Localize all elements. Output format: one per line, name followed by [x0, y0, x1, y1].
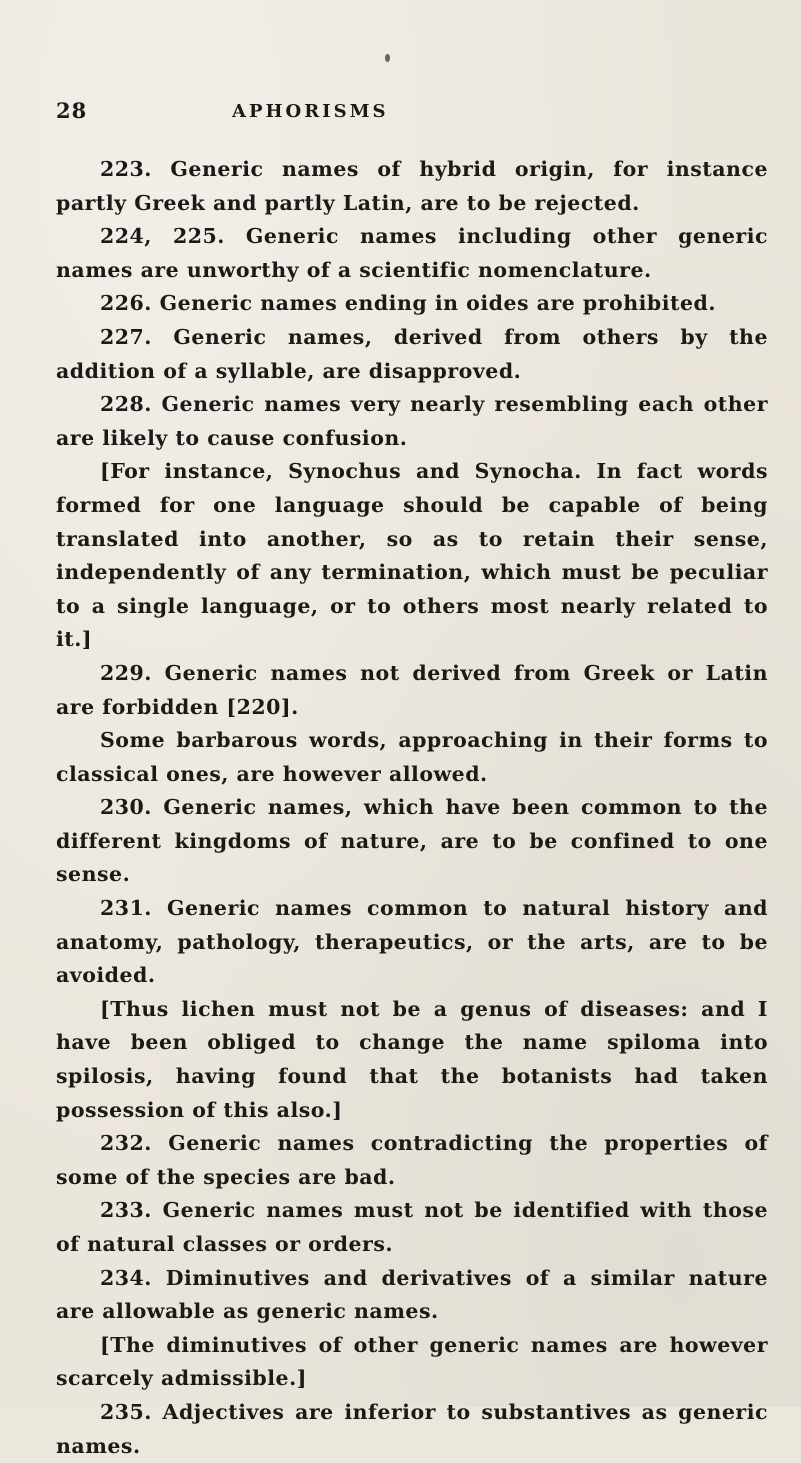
aphorism-229: 229. Generic names not derived from Greek or Latin are forbidden [220]. [56, 660, 768, 719]
note-229: Some barbarous words, approaching in their forms to classical ones, are however allowed. [56, 728, 768, 786]
aphorism-230: 230. Generic names, which have been common to the different kingdoms of nature, are to be confined to one sense. [56, 795, 768, 887]
aphorism-231: 231. Generic names common to natural history and anatomy, pathology, therapeutics, or the arts, are to be avoided. [56, 896, 768, 988]
note-234: [The diminutives of other generic names are however scarcely admissible.] [56, 1332, 768, 1391]
aphorism-234: 234. Diminutives and derivatives of a similar nature are allowable as generic names. [56, 1265, 768, 1324]
ink-speck [385, 54, 390, 62]
aphorism-228: 228. Generic names very nearly resembling each other are likely to cause confusion. [56, 392, 768, 450]
body-text [56, 153, 768, 1463]
running-head-title: APHORISMS [232, 101, 389, 122]
aphorism-226: 226. Generic names ending in oides are prohibited. [100, 291, 717, 316]
aphorism-233: 233. Generic names must not be identified with those of natural classes or orders. [56, 1198, 768, 1256]
aphorism-227: 227. Generic names, derived from others by the addition of a syllable, are disapproved. [56, 324, 768, 383]
aphorism-232: 232. Generic names contradicting the properties of some of the species are bad. [56, 1131, 768, 1189]
aphorism-224-225: 224, 225. Generic names including other generic names are unworthy of a scientific nomenclature. [56, 224, 768, 282]
note-231: [Thus lichen must not be a genus of diseases: and I have been obliged to change the name spiloma into spilosis, having found that the botanists had taken possession of this also.] [56, 996, 768, 1122]
running-head [56, 98, 756, 128]
aphorism-223: 223. Generic names of hybrid origin, for instance partly Greek and partly Latin, are to be rejected. [56, 157, 768, 215]
note-228: [For instance, Synochus and Synocha. In fact words formed for one language should be capable of being translated into another, so as to retain their sense, independently of any termination, which must be peculiar to a single language, or to others most nearly related to it.] [56, 459, 768, 652]
page-number: 28 [56, 98, 88, 123]
aphorism-235: 235. Adjectives are inferior to substantives as generic names. [56, 1399, 768, 1458]
